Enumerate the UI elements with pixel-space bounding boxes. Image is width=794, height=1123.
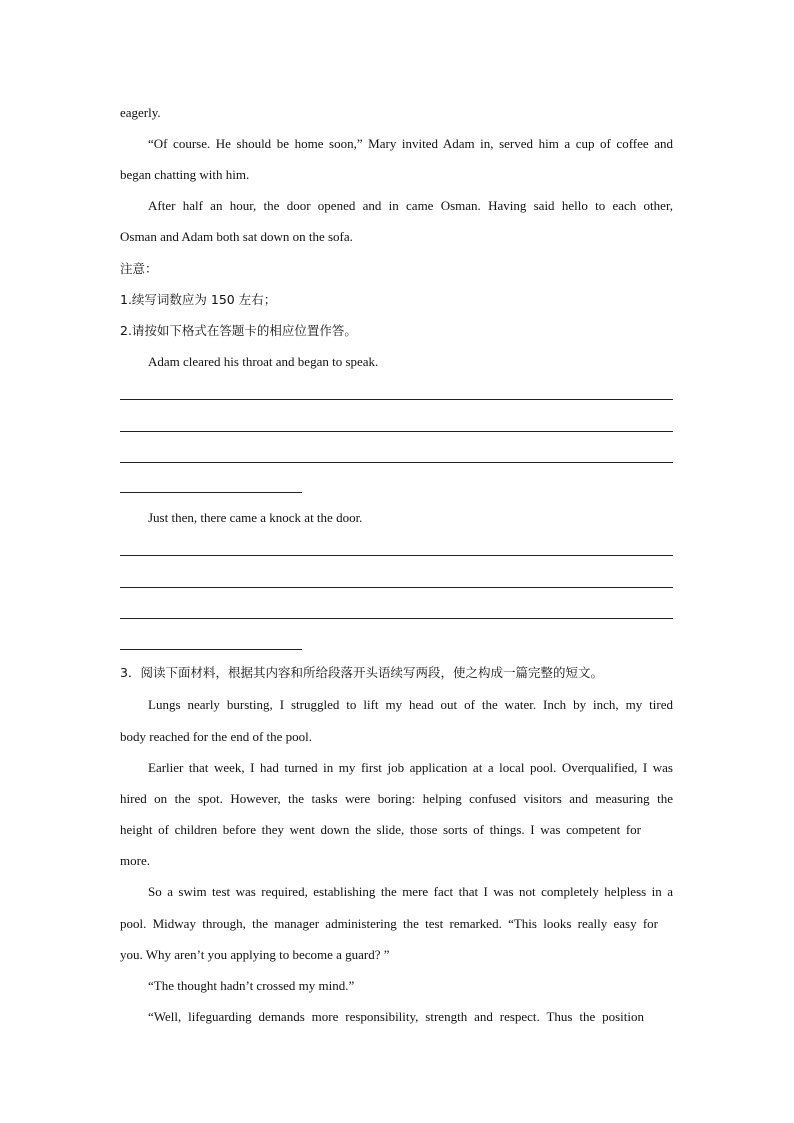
paragraph-opening: Adam cleared his throat and began to speak. — [148, 354, 379, 369]
text-line: “Of course. He should be home soon,” Mary invited Adam in, served him a cup of coffee and — [148, 136, 673, 151]
answer-line — [120, 431, 673, 432]
text-line: Earlier that week, I had turned in my first job application at a local pool. Overqualified, I was — [148, 760, 673, 775]
text-line: pool. Midway through, the manager administering the test remarked. “This looks really easy for — [120, 916, 658, 931]
note-item: 1.续写词数应为 150 左右； — [120, 292, 277, 307]
text-line: Osman and Adam both sat down on the sofa. — [120, 229, 353, 244]
answer-line — [120, 587, 673, 588]
text-line: Lungs nearly bursting, I struggled to lift my head out of the water. Inch by inch, my tired — [148, 697, 673, 712]
question-heading: 3．阅读下面材料，根据其内容和所给段落开头语续写两段，使之构成一篇完整的短文。 — [120, 665, 603, 680]
answer-line — [120, 492, 302, 493]
note-item: 2.请按如下格式在答题卡的相应位置作答。 — [120, 323, 357, 338]
text-line: body reached for the end of the pool. — [120, 729, 313, 744]
answer-line — [120, 399, 673, 400]
text-line: height of children before they went down the slide, those sorts of things. I was competent for — [120, 822, 641, 837]
paragraph-opening: Just then, there came a knock at the door. — [148, 510, 363, 525]
answer-line — [120, 649, 302, 650]
text-line: “Well, lifeguarding demands more responsibility, strength and respect. Thus the position — [148, 1009, 644, 1024]
text-line: “The thought hadn’t crossed my mind.” — [148, 978, 355, 993]
text-line: began chatting with him. — [120, 167, 250, 182]
text-line: you. Why aren’t you applying to become a guard? ” — [120, 947, 390, 962]
text-line: So a swim test was required, establishing the mere fact that I was not completely helpless in a — [148, 884, 673, 899]
text-line: hired on the spot. However, the tasks were boring: helping confused visitors and measuring the — [120, 791, 673, 806]
answer-line — [120, 555, 673, 556]
note-heading: 注意： — [120, 261, 158, 276]
text-line: eagerly. — [120, 105, 161, 120]
answer-line — [120, 462, 673, 463]
answer-line — [120, 618, 673, 619]
text-line: more. — [120, 853, 150, 868]
text-line: After half an hour, the door opened and in came Osman. Having said hello to each other, — [148, 198, 673, 213]
